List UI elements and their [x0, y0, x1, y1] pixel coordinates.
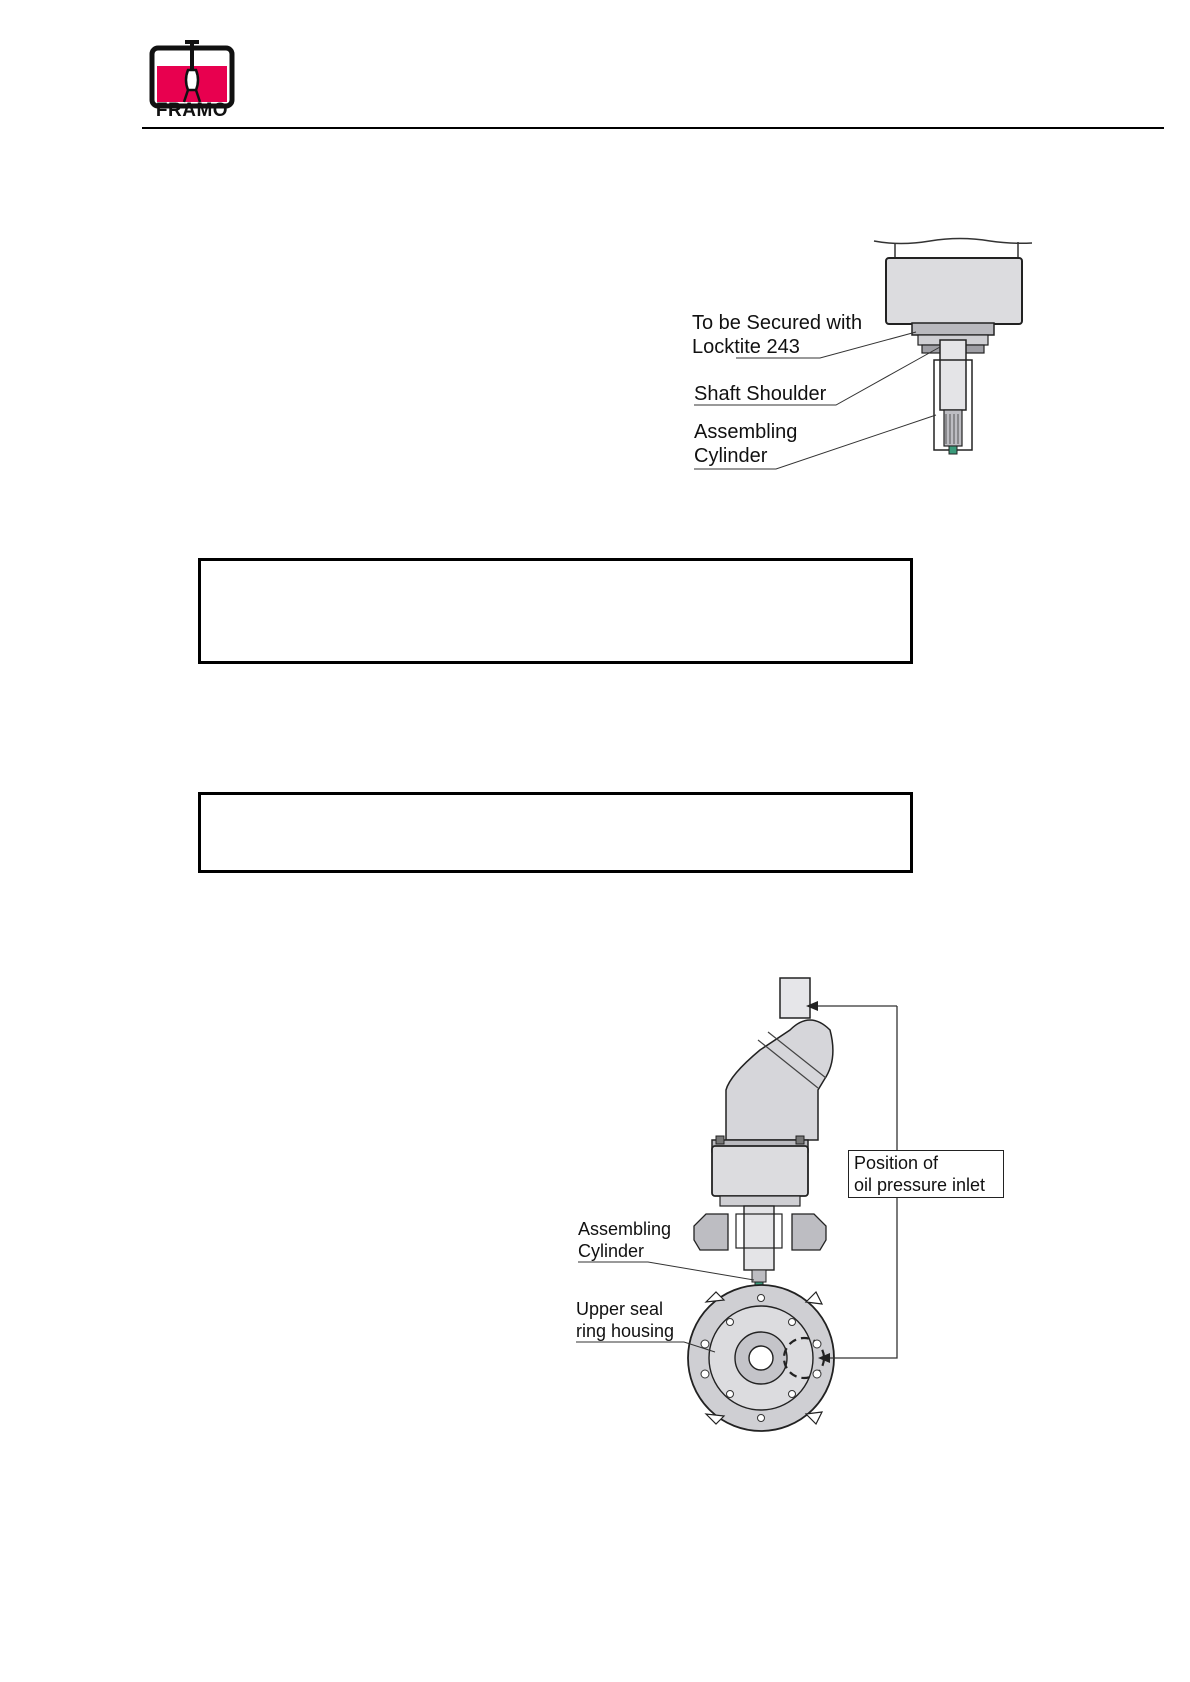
- label-position-line1: Position of: [854, 1153, 939, 1173]
- label-upper-seal-line2: ring housing: [576, 1321, 675, 1341]
- label-upper-seal-line1: Upper seal: [576, 1299, 664, 1319]
- label-secured-line2: Locktite 243: [692, 336, 800, 358]
- logo-wordmark: FRAMO: [155, 100, 229, 121]
- label-secured-line1: To be Secured with: [692, 312, 863, 334]
- label-assembling-line2: Cylinder: [694, 445, 768, 467]
- label-assembling-line1-bottom: Assembling: [578, 1219, 672, 1239]
- label-position-line2: oil pressure inlet: [854, 1175, 986, 1195]
- label-assembling-line1: Assembling: [694, 421, 798, 443]
- label-shaft-shoulder: Shaft Shoulder: [694, 383, 827, 405]
- label-assembling-line2-bottom: Cylinder: [578, 1241, 645, 1261]
